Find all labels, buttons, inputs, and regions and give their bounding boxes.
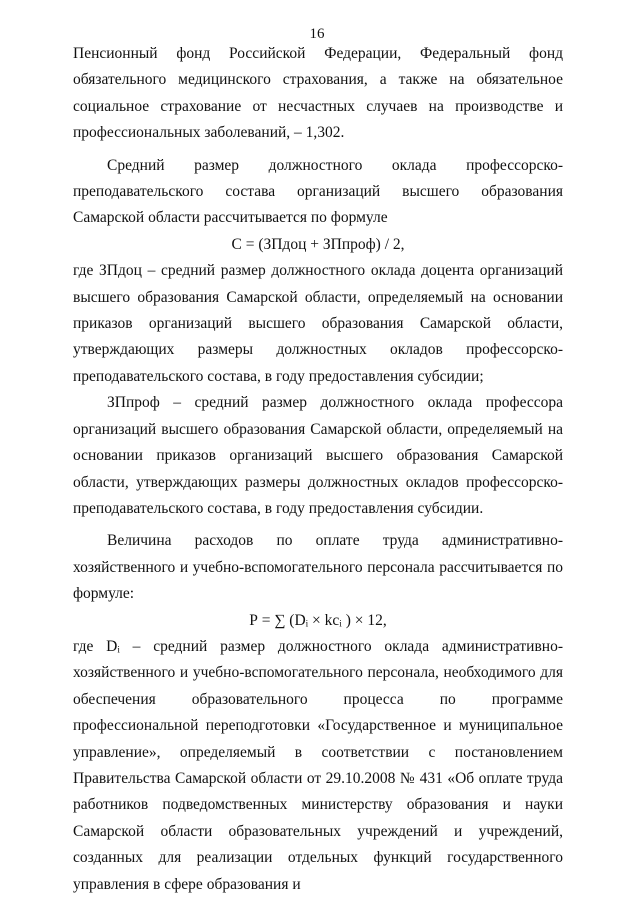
paragraph-di-definition: где Dᵢ – средний размер должностного оклада административно-хозяйственного и учебно-вспомогательного персонала, необходимого для обеспечения образовательного процесса по программе профессиональной переподготовки «Государственное и муниципальное управление», определяемый в соответствии с постановлением Правительства Самарской области от 29.10.2008 № 431 «Об оплате труда работников подведомственных министерству образования и науки Самарской области образовательных учреждений и учреждений, созданных для реализации отдельных функций государственного управления в сфере образования и xyxy=(73,637,563,893)
paragraph-salary-formula-intro: Средний размер должностного оклада профессорско-преподавательского состава организаций высшего образования Самарской области рассчитывается по формуле xyxy=(73,156,563,227)
page-number: 16 xyxy=(309,26,325,42)
formula-expenses: Р = ∑ (Dᵢ × kcᵢ ) × 12, xyxy=(249,611,387,629)
formula-salary: С = (ЗПдоц + ЗПпроф) / 2, xyxy=(231,235,405,253)
paragraph-zpdoc-definition: где ЗПдоц – средний размер должностного оклада доцента организаций высшего образования Самарской области, определяемый на основании приказов организаций высшего образования Самарской области, утверждающих размеры должностных окладов профессорско-преподавательского состава, в году предоставления субсидии; xyxy=(73,262,563,385)
paragraph-contributions: Пенсионный фонд Российской Федерации, Федеральный фонд обязательного медицинского страхования, а также на обязательное социальное страхование от несчастных случаев на производстве и профессиональных заболеваний, – 1,302. xyxy=(73,45,563,142)
body-text xyxy=(73,41,563,898)
paragraph-expense-formula-intro: Величина расходов по оплате труда административно-хозяйственного и учебно-вспомогательного персонала рассчитывается по формуле: xyxy=(73,532,563,603)
paragraph-zpprof-definition: ЗПпроф – средний размер должностного оклада профессора организаций высшего образования Самарской области, определяемый на основании приказов организаций высшего образования Самарской области, утверждающих размеры должностных окладов профессорско-преподавательского состава, в году предоставления субсидии. xyxy=(73,394,563,517)
